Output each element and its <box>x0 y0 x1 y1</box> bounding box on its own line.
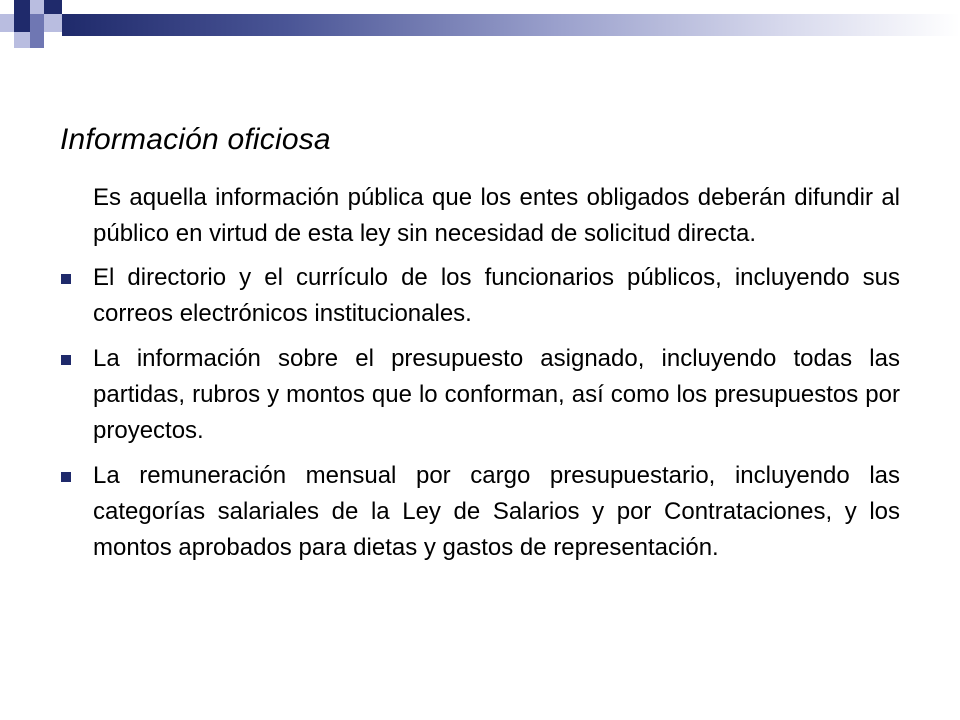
intro-paragraph: Es aquella información pública que los entes obligados deberán difundir al público en virtud de esta ley sin necesidad de solicitud directa. <box>93 184 900 247</box>
square-bullet-icon <box>61 472 71 482</box>
decor-square <box>30 14 44 32</box>
square-bullet-icon <box>61 355 71 365</box>
decor-square <box>14 0 30 14</box>
slide-title: Información oficiosa <box>60 123 331 157</box>
decor-square <box>44 14 62 32</box>
decor-square <box>14 14 30 32</box>
list-item-text: El directorio y el currículo de los funcionarios públicos, incluyendo sus correos electrónicos institucionales. <box>93 264 900 327</box>
list-item-text: La remuneración mensual por cargo presupuestario, incluyendo las categorías salariales de la Ley de Salarios y por Contrataciones, y los montos aprobados para dietas y gastos de representación. <box>93 462 900 561</box>
header-decoration <box>0 0 960 60</box>
bullet-list <box>93 260 900 566</box>
slide-body <box>93 180 900 575</box>
list-item <box>93 341 900 449</box>
decor-square <box>0 14 14 32</box>
list-item <box>93 260 900 332</box>
list-item-text: La información sobre el presupuesto asignado, incluyendo todas las partidas, rubros y montos que lo conforman, así como los presupuestos por proyectos. <box>93 345 900 444</box>
decor-square <box>14 32 30 48</box>
square-bullet-icon <box>61 274 71 284</box>
header-gradient-bar <box>62 14 960 36</box>
decor-square <box>30 32 44 48</box>
decor-square <box>30 0 44 14</box>
list-item <box>93 458 900 566</box>
decor-square <box>44 0 62 14</box>
